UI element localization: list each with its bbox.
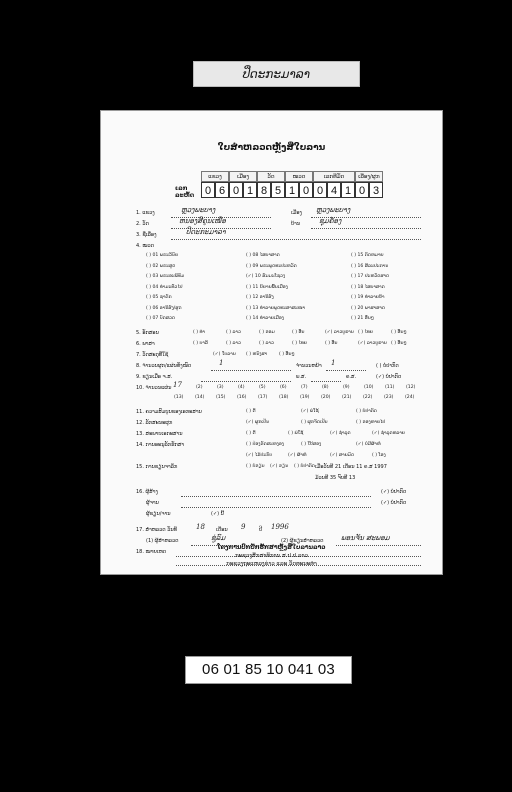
- province-value[interactable]: ຫຼວງພະບາງ: [181, 206, 216, 214]
- category-option[interactable]: ( ) 12 ອານິສົງ: [246, 295, 274, 300]
- code-digits: [201, 182, 383, 198]
- code-digit: 0: [229, 182, 243, 198]
- script-option[interactable]: ( ) ຂອມ: [259, 330, 275, 335]
- row-inscriber: ຜູ້ຈານ: [146, 500, 159, 506]
- category-option[interactable]: ( ) 02 ພຣະສູດ: [146, 263, 176, 269]
- script-option[interactable]: (✓) ລາວບູຮານ: [325, 330, 354, 335]
- microfilm-roll: ມ້ວນທີ 35 ຈົບທີ 13: [315, 475, 356, 481]
- row-survey-date: 17. ສຳຫລວດ ວັນທີ: [136, 527, 177, 533]
- leaf-number: (5): [259, 385, 266, 390]
- binding-option[interactable]: ( ) ຜູກຈັດເປັນ: [301, 420, 328, 425]
- village-value[interactable]: ຊຸມຄ້ອງ: [319, 217, 342, 225]
- title-label: ປຶດະກະມາລາ: [193, 61, 360, 87]
- footer-line-1: ໂຄງການປົກປັກຮັກສາຫຼັງສືໃບລານລາວ: [217, 544, 326, 551]
- leaf-number: (19): [300, 395, 310, 400]
- surveyor-value[interactable]: ຊູ່ລົມ: [211, 534, 226, 542]
- leaf-number: (11): [385, 385, 395, 390]
- written-extra[interactable]: (✓) ບໍ່ປາກົດ: [376, 374, 402, 380]
- category-option[interactable]: ( ) 14 ທຳລາຍເມືອງ: [246, 316, 284, 321]
- category-option[interactable]: ( ) 21 ອື່ນໆ: [351, 316, 374, 321]
- category-option[interactable]: ( ) 16 ສິລະປະການ: [351, 263, 389, 269]
- category-option[interactable]: (✓) 10 ສົມມະໂຊວງ: [246, 274, 286, 279]
- category-option[interactable]: ( ) 08 ໄສຍາສາດ: [246, 253, 280, 258]
- writer-label: (2) ຜູ້ຂຽນສຳຫລວດ: [281, 538, 324, 544]
- language-option[interactable]: ( ) ອື່ນໆ: [391, 341, 407, 346]
- pages-label: ຈຳນວນຫນ້າ: [296, 363, 322, 369]
- bottom-code-label: 06 01 85 10 041 03: [185, 656, 352, 684]
- row-notes: 18. ໝາຍເຫດ: [136, 549, 167, 555]
- code-header: ວັດ: [257, 171, 285, 182]
- script-option[interactable]: ( ) ໄທຍ: [358, 330, 373, 335]
- category-option[interactable]: ( ) 18 ໄສຍາສາດ: [351, 284, 385, 290]
- script-option[interactable]: ( ) ທຳ: [193, 330, 205, 335]
- completeness-option[interactable]: (✓) ພໍໃຊ້: [301, 409, 319, 414]
- row-written: 9. ຂຽນເມື່ອ ຈ.ສ.: [136, 374, 173, 380]
- code-digit: 4: [327, 182, 341, 198]
- category-option[interactable]: ( ) 13 ທຳລາຍພຸດທະສາສະໜາ: [246, 305, 306, 311]
- code-digit: 0: [299, 182, 313, 198]
- leaf-number: (13): [174, 395, 184, 400]
- count-extra[interactable]: ( ) ບໍ່ປາກົດ: [376, 363, 399, 369]
- category-option[interactable]: ( ) 03 ພຣະອະພິທັມ: [146, 274, 185, 279]
- row-binding: 12. ລັກສະນະຜູກ: [136, 420, 173, 426]
- leaf-number: (23): [384, 395, 394, 400]
- leaf-number: (12): [406, 385, 416, 390]
- category-option[interactable]: ( ) 20 ພາສາສາດ: [351, 305, 385, 311]
- code-digit: 0: [355, 182, 369, 198]
- category-option[interactable]: ( ) 05 ຊາດົກ: [146, 295, 172, 300]
- district-value[interactable]: ຫຼວງພະບາງ: [316, 206, 351, 214]
- row-language: 6. ພາສາ: [136, 341, 155, 347]
- microfilm-date: ເມື່ອວັນທີ 21 ເດືອນ 11 ຄ.ສ 1997: [315, 464, 387, 470]
- village-label: ບ້ານ: [291, 221, 301, 227]
- leaf-number: (21): [342, 395, 352, 400]
- category-option[interactable]: ( ) 15 ກົດຫມາຍ: [351, 253, 384, 258]
- leaf-number: (15): [216, 395, 226, 400]
- code-digit: 3: [369, 182, 383, 198]
- code-label: ເລກລະຫັດ: [175, 185, 195, 199]
- row-scribe: ຜູ້ຂຽນ/ຈານ: [146, 511, 171, 517]
- microfilm-option[interactable]: ( ) ບໍ່ປາກົດ: [294, 464, 315, 469]
- condition-option[interactable]: (✓) ຊຳລຸດ: [330, 431, 351, 436]
- leaf-number: (7): [301, 385, 308, 390]
- field-line: [171, 239, 421, 240]
- leaf-number: (6): [280, 385, 287, 390]
- inscriber-extra[interactable]: (✓) ບໍ່ປາກົດ: [381, 500, 407, 506]
- leaf-number: (10): [364, 385, 374, 390]
- survey-year[interactable]: 1996: [271, 523, 289, 531]
- row-count: 8. ຈຳນວນຜູກ/ແຜ່ນທັງໝົດ: [136, 363, 192, 369]
- creator-extra[interactable]: (✓) ບໍ່ປາກົດ: [381, 489, 407, 495]
- leaf-number: (2): [196, 385, 203, 390]
- row-completeness: 11. ຄວາມສົມບູນຂອງເອກະສານ: [136, 409, 202, 415]
- form-title: ໃບສຳຫລວດຫຼັງສືໃບລານ: [217, 143, 326, 153]
- field-line: [326, 370, 366, 371]
- material-option[interactable]: (✓) ໃບລານ: [213, 352, 236, 357]
- survey-month[interactable]: 9: [241, 523, 246, 531]
- code-header: ເລກທີມັດ: [313, 171, 355, 182]
- binding-option[interactable]: ( ) ຂອງຫາຍໄປ: [356, 420, 386, 425]
- code-header: ແຂວງ: [201, 171, 229, 182]
- code-digit: 1: [341, 182, 355, 198]
- pages-value[interactable]: 1: [331, 359, 336, 367]
- survey-month-label: ເດືອນ: [216, 527, 228, 533]
- leaf-number: (4): [238, 385, 245, 390]
- district-label: ເມືອງ: [291, 210, 302, 216]
- scribe-extra[interactable]: (✓) ນີ້: [211, 511, 224, 517]
- code-header: ໝວດ: [285, 171, 313, 182]
- code-digit: 8: [257, 182, 271, 198]
- binding-option[interactable]: (✓) ຜູກເປັນ: [246, 420, 270, 425]
- script-option[interactable]: ( ) ລາວ: [226, 330, 241, 335]
- title-value[interactable]: ປິດະກະມາລາ: [186, 228, 226, 236]
- row-conservation: 14. ການອະນຸລັກຮັກສາ: [136, 442, 185, 448]
- field-temple: 2. ວັດ: [136, 221, 149, 227]
- conservation-option[interactable]: (✓) ບໍ່ມີຜ້າຫໍ່: [356, 442, 381, 447]
- leaves-first[interactable]: 17: [173, 381, 182, 389]
- material-option[interactable]: ( ) ອື່ນໆ: [279, 352, 295, 357]
- row-material: 7. ວັດສະດຸທີ່ໃຊ້: [136, 352, 169, 358]
- completeness-option[interactable]: ( ) ບໍ່ປາກົດ: [356, 409, 377, 414]
- code-header: ເລືອງ/ຜູກ: [355, 171, 383, 182]
- conservation-option[interactable]: ( ) ປ່ອງຂັດສະຫງອງ: [246, 442, 284, 447]
- written-ce: ຄ.ສ.: [346, 374, 357, 380]
- code-digit: 0: [201, 182, 215, 198]
- completeness-option[interactable]: ( ) ດີ: [246, 409, 256, 414]
- writer-value[interactable]: ພອນຈັນ ສະພອມ: [341, 534, 390, 542]
- code-digit: 6: [215, 182, 229, 198]
- leaf-number: (20): [321, 395, 331, 400]
- language-option[interactable]: ( ) ບາລີ: [193, 341, 208, 346]
- surveyor-label: (1) ຜູ້ສຳຫລວດ: [146, 538, 179, 544]
- script-option[interactable]: ( ) ອື່ນໆ: [391, 330, 407, 335]
- field-title: 3. ຊື່ເລື່ອງ: [136, 232, 157, 238]
- category-option[interactable]: ( ) 01 ພຣະວິນັຍ: [146, 253, 179, 258]
- conservation-option[interactable]: ( ) ໃບ້ສອງ: [301, 442, 322, 447]
- category-option[interactable]: ( ) 11 ນິຍາຍພື້ນເມືອງ: [246, 284, 288, 290]
- language-option[interactable]: ( ) ໄທຍ: [292, 341, 307, 346]
- leaf-number: (18): [279, 395, 289, 400]
- script-option[interactable]: ( ) ອື່ນ: [292, 330, 305, 335]
- survey-year-label: ປີ: [259, 527, 263, 533]
- row-microfilm: 15. ການຂຽນຈາລຶກ: [136, 464, 178, 470]
- field-line: [311, 381, 341, 382]
- microfilm-option[interactable]: ( ) ບໍ່ຂຽນ: [246, 464, 265, 469]
- row-creator: 16. ຜູ້ສ້າງ: [136, 489, 158, 495]
- leaf-number: (3): [217, 385, 224, 390]
- field-line: [311, 228, 421, 229]
- field-province: 1. ແຂວງ: [136, 210, 155, 216]
- microfilm-option[interactable]: (✓) ຂຽນ: [270, 464, 289, 469]
- category-option[interactable]: ( ) 04 ທຳມະທົ່ວໄປ: [146, 284, 183, 290]
- leaf-number: (22): [363, 395, 373, 400]
- material-option[interactable]: ( ) ຫນັງສາ: [246, 352, 268, 357]
- field-line: [201, 381, 291, 382]
- language-option[interactable]: (✓) ລາວບູຮານ: [358, 341, 387, 346]
- category-heading: 4. ໝວດ: [136, 243, 155, 249]
- conservation-option[interactable]: (✓) ໄມ້ປະກັບ: [246, 453, 273, 458]
- survey-day[interactable]: 18: [196, 523, 205, 531]
- code-digit: 0: [313, 182, 327, 198]
- row-condition: 13. ສະພາບເອກະສານ: [136, 431, 183, 437]
- footer-line-2: ກະຊວງສຶກສາທິການ ສ.ປ.ປ.ລາວ: [234, 553, 309, 559]
- code-digit: 5: [271, 182, 285, 198]
- field-line: [181, 507, 371, 508]
- category-option[interactable]: ( ) 09 ພຣະພຸດທະປະຫວັດ: [246, 263, 297, 269]
- row-leaves: 10. ຈຳນວນແຜ່ນ: [136, 385, 172, 391]
- leaf-number: (14): [195, 395, 205, 400]
- condition-option[interactable]: ( ) ພໍໃຊ້: [288, 431, 304, 436]
- language-option[interactable]: ( ) ລາວ: [259, 341, 274, 346]
- code-header: ເມືອງ: [229, 171, 257, 182]
- conservation-option[interactable]: (✓) ສາຍມັດ: [330, 453, 355, 458]
- field-line: [181, 496, 371, 497]
- temple-value[interactable]: ຫນອງສີຄູນເໜືອ: [179, 217, 226, 225]
- condition-option[interactable]: ( ) ດີ: [246, 431, 256, 436]
- leaf-number: (17): [258, 395, 268, 400]
- leaf-number: (8): [322, 385, 329, 390]
- language-option[interactable]: ( ) ອື່ນ: [325, 341, 338, 346]
- leaf-number: (9): [343, 385, 350, 390]
- category-option[interactable]: ( ) 19 ທຳລາຍນ້ຳ: [351, 295, 385, 300]
- code-headers: [201, 171, 383, 182]
- leaf-number: (24): [405, 395, 415, 400]
- survey-form: [100, 110, 443, 575]
- category-option[interactable]: ( ) 07 ບົດສວດ: [146, 316, 175, 321]
- row-script: 5. ອັກສອນ: [136, 330, 159, 336]
- code-digit: 1: [243, 182, 257, 198]
- conservation-option[interactable]: ( ) ໂອງ: [372, 453, 386, 458]
- language-option[interactable]: ( ) ລາວ: [226, 341, 241, 346]
- written-be: ພ.ສ.: [296, 374, 307, 380]
- condition-option[interactable]: (✓) ຊຳລຸດຫລາຍ: [372, 431, 405, 436]
- count-value[interactable]: 1: [219, 359, 224, 367]
- leaf-number: (16): [237, 395, 247, 400]
- field-line: [211, 370, 291, 371]
- conservation-option[interactable]: (✓) ຜ້າຫໍ່: [288, 453, 307, 458]
- form-footer-text: [100, 544, 443, 568]
- category-option[interactable]: ( ) 06 ອານິສົງ/ສູດ: [146, 305, 182, 311]
- footer-line-3: ກະຊວງຖະແຫລງຂ່າວ ແລະ ວັດທະນະທຳ: [226, 561, 317, 567]
- category-option[interactable]: ( ) 17 ປະຫວັດສາດ: [351, 274, 390, 279]
- code-digit: 1: [285, 182, 299, 198]
